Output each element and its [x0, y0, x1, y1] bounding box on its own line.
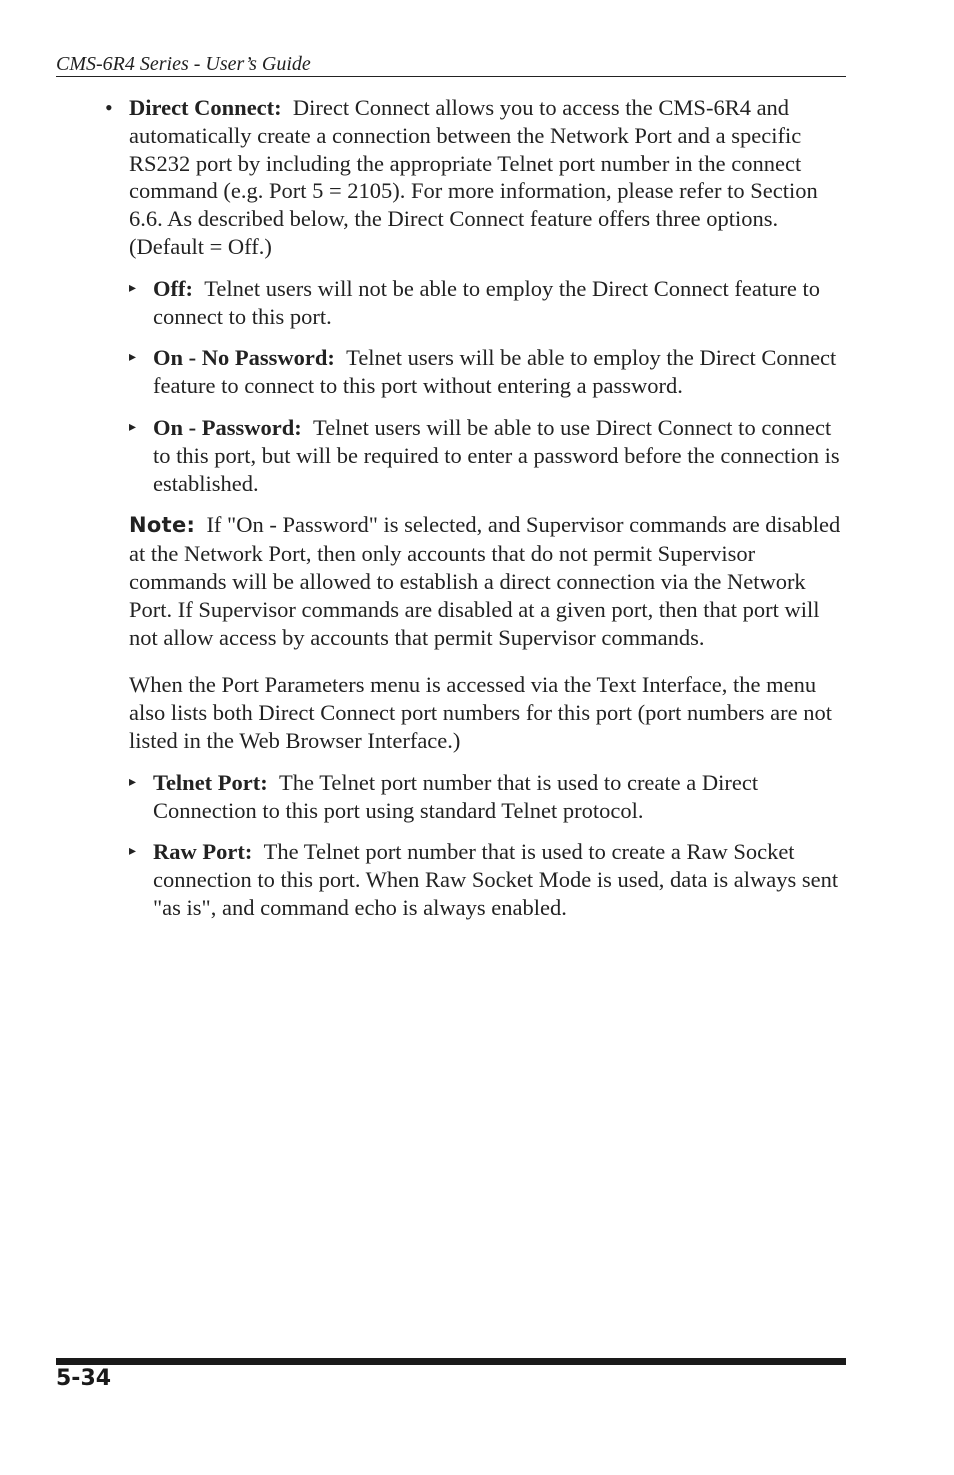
option-description: Telnet users will not be able to employ the Direct Connect feature to connect to this port.	[153, 275, 820, 329]
body-paragraph: When the Port Parameters menu is accessed via the Text Interface, the menu also lists both Direct Connect port numbers for this port (port numbers are not listed in the Web Browser Interface.)	[129, 672, 832, 753]
option-on-no-password	[129, 344, 847, 400]
bullet-direct-connect	[105, 94, 845, 261]
option-label: Off:	[153, 275, 193, 301]
term-description: Direct Connect allows you to access the CMS-6R4 and automatically create a connection between the Network Port and a specific RS232 port by including the appropriate Telnet port number in the connect command (e.g. Port 5 = 2105). For more information, please refer to Section 6.6. As described below, the Direct Connect feature offers three options. (Default = Off.)	[129, 95, 818, 259]
triangle-bullet-icon: ▸	[129, 350, 137, 366]
page-content	[0, 94, 954, 922]
port-raw	[129, 838, 847, 921]
footer-rule	[56, 1358, 846, 1365]
port-telnet	[129, 769, 847, 825]
triangle-bullet-icon: ▸	[129, 844, 137, 860]
option-label: On - No Password:	[153, 345, 335, 371]
port-label: Telnet Port:	[153, 769, 268, 795]
triangle-bullet-icon: ▸	[129, 774, 137, 790]
bullet-dot-icon: •	[105, 95, 113, 120]
option-label: On - Password:	[153, 414, 302, 440]
note-text: If "On - Password" is selected, and Supervisor commands are disabled at the Network Port, then only accounts that do not permit Supervisor commands will be allowed to establish a direct connection via the Network Port. If Supervisor commands are disabled at a given port, then that port will not allow access by accounts that permit Supervisor commands.	[129, 512, 841, 650]
option-description: Telnet users will be able to employ the Direct Connect feature to connect to this port without entering a password.	[153, 345, 837, 399]
triangle-bullet-icon: ▸	[129, 280, 137, 296]
port-description: The Telnet port number that is used to create a Direct Connection to this port using standard Telnet protocol.	[153, 769, 759, 823]
page-number: 5-34	[56, 1366, 112, 1391]
port-label: Raw Port:	[153, 839, 253, 865]
port-description: The Telnet port number that is used to create a Raw Socket connection to this port. When Raw Socket Mode is used, data is always sent "as is", and command echo is always enabled.	[153, 839, 839, 920]
option-off	[129, 275, 847, 331]
option-on-password	[129, 414, 847, 497]
note-paragraph	[129, 511, 845, 651]
triangle-bullet-icon: ▸	[129, 419, 137, 435]
term-label: Direct Connect:	[129, 95, 282, 120]
running-header: CMS-6R4 Series - User’s Guide	[56, 52, 846, 77]
option-description: Telnet users will be able to use Direct Connect to connect to this port, but will be required to enter a password before the connection is established.	[153, 414, 840, 496]
note-colon: :	[186, 513, 196, 538]
note-label: Note	[129, 513, 187, 538]
